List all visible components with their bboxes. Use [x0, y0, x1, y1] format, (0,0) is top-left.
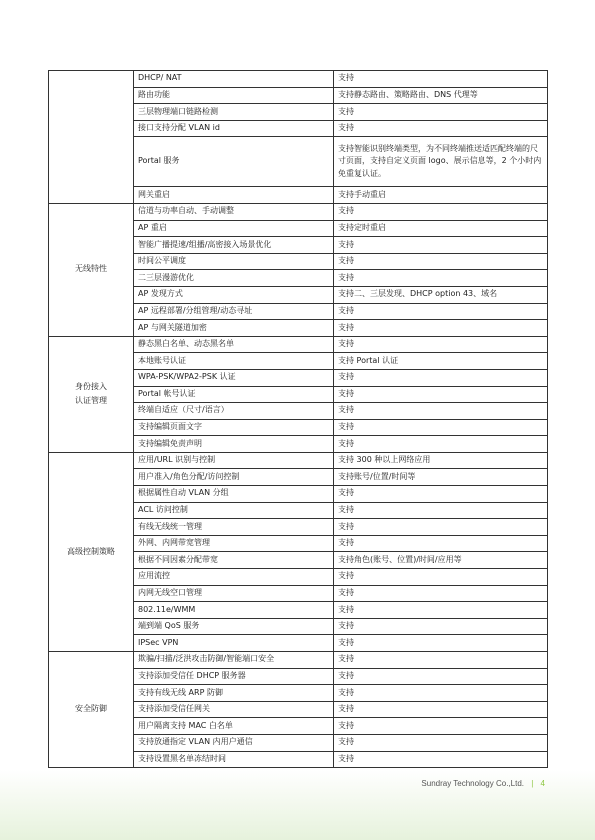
value-cell: 支持 [334, 618, 548, 635]
value-cell: 支持 [334, 253, 548, 270]
feature-cell: DHCP/ NAT [134, 71, 334, 88]
feature-cell: 支持编辑页面文字 [134, 419, 334, 436]
page-number: 4 [540, 779, 545, 788]
feature-cell: 支持设置黑名单冻结时间 [134, 751, 334, 768]
value-cell: 支持 [334, 436, 548, 453]
value-cell: 支持 [334, 486, 548, 503]
value-cell: 支持 [334, 386, 548, 403]
table-row [49, 452, 548, 469]
value-cell: 支持 [334, 303, 548, 320]
value-cell: 支持 [334, 635, 548, 652]
value-cell: 支持 [334, 502, 548, 519]
feature-cell: IPSec VPN [134, 635, 334, 652]
value-cell: 支持 [334, 403, 548, 420]
value-cell: 支持 300 种以上网络应用 [334, 452, 548, 469]
category-cell [49, 71, 134, 204]
feature-cell: 用户准入/角色分配/访问控制 [134, 469, 334, 486]
feature-cell: 内网无线空口管理 [134, 585, 334, 602]
category-cell: 安全防御 [49, 652, 134, 768]
value-cell: 支持 [334, 718, 548, 735]
value-cell: 支持手动重启 [334, 187, 548, 204]
value-cell: 支持 [334, 668, 548, 685]
feature-cell: 有线无线统一管理 [134, 519, 334, 536]
feature-cell: AP 重启 [134, 220, 334, 237]
spec-table-body [49, 71, 548, 768]
feature-cell: 接口支持分配 VLAN id [134, 120, 334, 137]
value-cell: 支持 Portal 认证 [334, 353, 548, 370]
value-cell: 支持智能识别终端类型，为不同终端推送适匹配终端的尺寸页面，支持自定义页面 logo、展示信息等，2 个小时内免重复认证。 [334, 137, 548, 187]
footer-separator: | [531, 779, 534, 788]
feature-cell: 支持添加受信任 DHCP 服务器 [134, 668, 334, 685]
value-cell: 支持 [334, 270, 548, 287]
feature-cell: WPA-PSK/WPA2-PSK 认证 [134, 369, 334, 386]
feature-cell: 欺骗/扫描/泛洪攻击防御/智能端口安全 [134, 652, 334, 669]
footer-company: Sundray Technology Co.,Ltd. [421, 779, 524, 788]
value-cell: 支持 [334, 519, 548, 536]
value-cell: 支持 [334, 685, 548, 702]
value-cell: 支持 [334, 751, 548, 768]
table-row [49, 71, 548, 88]
value-cell: 支持 [334, 419, 548, 436]
feature-cell: 支持有线无线 ARP 防御 [134, 685, 334, 702]
category-cell: 无线特性 [49, 203, 134, 336]
feature-cell: 终端自适应（尺寸/语言） [134, 403, 334, 420]
feature-cell: AP 发现方式 [134, 286, 334, 303]
feature-cell: 三层物理端口链路检测 [134, 104, 334, 121]
feature-cell: 应用/URL 识别与控制 [134, 452, 334, 469]
value-cell: 支持静态路由、策略路由、DNS 代理等 [334, 87, 548, 104]
feature-cell: 网关重启 [134, 187, 334, 204]
feature-cell: 应用流控 [134, 569, 334, 586]
feature-cell: 外网、内网带宽管理 [134, 535, 334, 552]
value-cell: 支持 [334, 602, 548, 619]
value-cell: 支持 [334, 336, 548, 353]
feature-cell: 信道与功率自动、手动调整 [134, 203, 334, 220]
value-cell: 支持二、三层发现、DHCP option 43、域名 [334, 286, 548, 303]
feature-cell: AP 远程部署/分组管理/动态寻址 [134, 303, 334, 320]
feature-cell: 用户隔离支持 MAC 白名单 [134, 718, 334, 735]
feature-cell: ACL 访问控制 [134, 502, 334, 519]
feature-cell: 根据属性自动 VLAN 分组 [134, 486, 334, 503]
category-cell: 身份接入 认证管理 [49, 336, 134, 452]
table-row [49, 203, 548, 220]
value-cell: 支持 [334, 535, 548, 552]
feature-cell: Portal 帐号认证 [134, 386, 334, 403]
feature-cell: 二三层漫游优化 [134, 270, 334, 287]
value-cell: 支持 [334, 203, 548, 220]
value-cell: 支持 [334, 569, 548, 586]
value-cell: 支持账号/位置/时间等 [334, 469, 548, 486]
feature-cell: 支持编辑免责声明 [134, 436, 334, 453]
value-cell: 支持 [334, 120, 548, 137]
value-cell: 支持 [334, 104, 548, 121]
spec-table [48, 70, 548, 768]
feature-cell: 根据不同因素分配带宽 [134, 552, 334, 569]
feature-cell: 支持放通指定 VLAN 内用户通信 [134, 734, 334, 751]
footer [421, 779, 545, 788]
value-cell: 支持 [334, 652, 548, 669]
value-cell: 支持 [334, 71, 548, 88]
feature-cell: 路由功能 [134, 87, 334, 104]
value-cell: 支持 [334, 701, 548, 718]
table-row [49, 652, 548, 669]
value-cell: 支持 [334, 237, 548, 254]
feature-cell: 802.11e/WMM [134, 602, 334, 619]
value-cell: 支持定时重启 [334, 220, 548, 237]
value-cell: 支持 [334, 734, 548, 751]
feature-cell: 时间公平调度 [134, 253, 334, 270]
value-cell: 支持角色(账号、位置)/时间/应用等 [334, 552, 548, 569]
feature-cell: 智能广播提速/组播/高密接入场景优化 [134, 237, 334, 254]
feature-cell: 本地账号认证 [134, 353, 334, 370]
feature-cell: AP 与网关隧道加密 [134, 320, 334, 337]
table-row [49, 336, 548, 353]
feature-cell: 静态黑白名单、动态黑名单 [134, 336, 334, 353]
feature-cell: 端到端 QoS 服务 [134, 618, 334, 635]
value-cell: 支持 [334, 585, 548, 602]
value-cell: 支持 [334, 320, 548, 337]
category-cell: 高级控制策略 [49, 452, 134, 651]
feature-cell: 支持添加受信任网关 [134, 701, 334, 718]
value-cell: 支持 [334, 369, 548, 386]
feature-cell: Portal 服务 [134, 137, 334, 187]
